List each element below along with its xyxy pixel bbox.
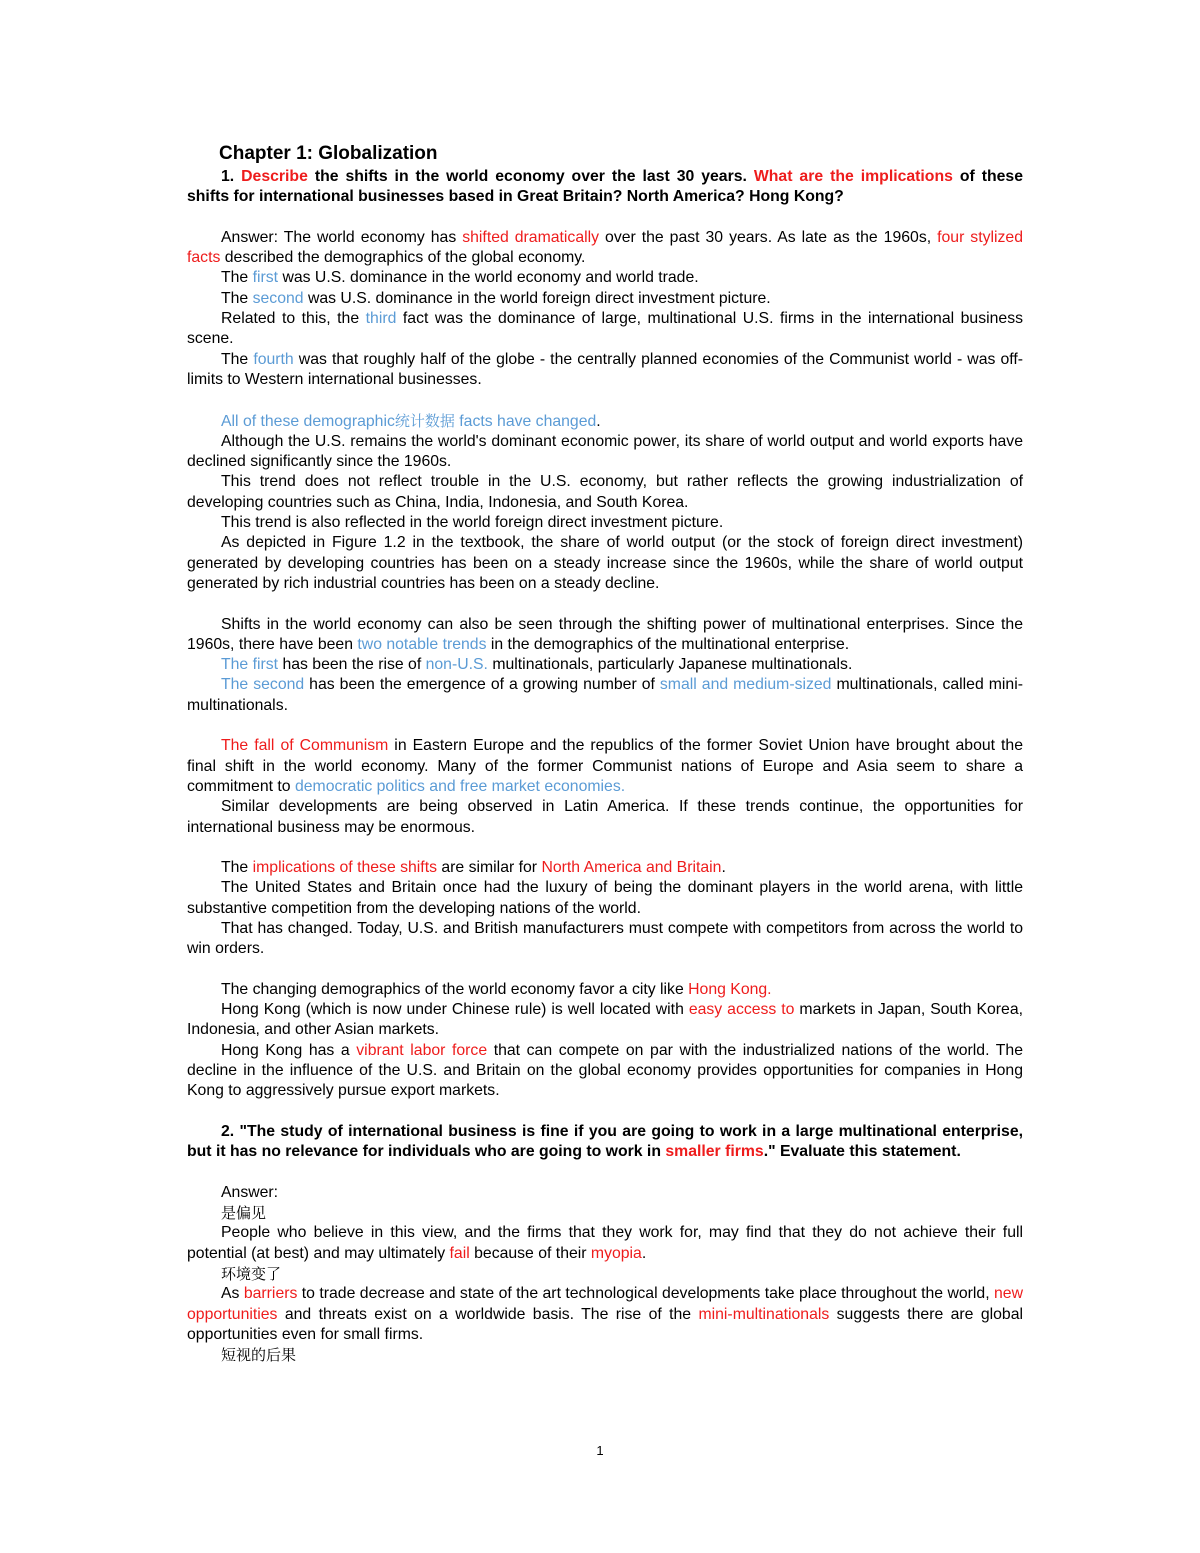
text-run: was U.S. dominance in the world foreign direct investment picture. bbox=[303, 289, 771, 307]
question-2 bbox=[187, 1122, 1023, 1163]
answer-paragraph bbox=[187, 858, 1023, 878]
answer-paragraph bbox=[187, 289, 1023, 309]
text-run: are similar for bbox=[437, 859, 542, 877]
question-text: ." Evaluate this statement. bbox=[763, 1143, 961, 1161]
highlight-blue: The second bbox=[221, 676, 305, 694]
page-content bbox=[187, 142, 1023, 1366]
answer-paragraph bbox=[187, 350, 1023, 391]
highlight-blue: small and medium-sized bbox=[659, 676, 832, 694]
highlight-red: easy access to bbox=[688, 1001, 795, 1019]
text-run: was that roughly half of the globe - the centrally planned economies of the Communist world - was off-limits to Western international businesses. bbox=[187, 350, 1024, 388]
page-number: 1 bbox=[596, 1443, 604, 1458]
text-run: The changing demographics of the world economy favor a city like bbox=[221, 980, 689, 998]
text-run: . bbox=[596, 412, 601, 430]
highlight-blue: two notable trends bbox=[357, 635, 487, 653]
text-run: has been the rise of bbox=[278, 656, 426, 674]
text-run: and threats exist on a worldwide basis. The rise of the bbox=[277, 1305, 699, 1323]
question-text: 2. "The study of international business is fine if you are going to work in a large multinational enterprise, but it has no relevance for individuals who are going to work in bbox=[187, 1122, 1023, 1161]
highlight-red: shifted dramatically bbox=[462, 228, 600, 246]
answer-paragraph: As depicted in Figure 1.2 in the textbook, the share of world output (or the stock of foreign direct investment) generated by developing countries has been on a steady increase since the 1960s, while the share of world output generated by rich industrial countries has been on a steady decline. bbox=[187, 534, 1023, 592]
answer-paragraph: The United States and Britain once had the luxury of being the dominant players in the world arena, with little substantive competition from the developing nations of the world. bbox=[187, 879, 1023, 917]
text-run: was U.S. dominance in the world economy and world trade. bbox=[278, 269, 699, 287]
highlight-red: myopia bbox=[590, 1244, 642, 1262]
highlight-blue: fourth bbox=[253, 350, 294, 368]
answer-paragraph bbox=[187, 1000, 1023, 1041]
answer-paragraph: That has changed. Today, U.S. and British manufacturers must compete with competitors from across the world to win orders. bbox=[187, 919, 1023, 958]
answer-paragraph bbox=[187, 736, 1023, 797]
highlight-blue: All of these demographic bbox=[221, 412, 395, 430]
highlight-blue: first bbox=[252, 269, 279, 287]
text-run: suggests there are global opportunities even for small firms. bbox=[187, 1305, 1023, 1343]
question-number: 1. bbox=[221, 168, 242, 185]
text-run: The bbox=[221, 350, 254, 368]
question-text: the shifts in the world economy over the last 30 years. bbox=[307, 168, 754, 185]
highlight-red: smaller firms bbox=[665, 1143, 764, 1161]
text-run: in the demographics of the multinational enterprise. bbox=[486, 635, 850, 653]
answer-label: Answer: bbox=[221, 1183, 279, 1201]
chinese-note: 环境变了 bbox=[221, 1265, 282, 1284]
text-run: The bbox=[221, 269, 253, 287]
answer-paragraph bbox=[187, 309, 1023, 350]
text-run: described the demographics of the global economy. bbox=[220, 249, 586, 267]
highlight-red: What are the implications bbox=[753, 168, 953, 185]
highlight-red: four stylized facts bbox=[187, 228, 1023, 267]
text-run: to trade decrease and state of the art technological developments take place throughout the world, bbox=[297, 1285, 995, 1303]
text-run: People who believe in this view, and the firms that they work for, may find that they do not achieve their full potential (at best) and may ultimately bbox=[187, 1224, 1023, 1262]
highlight-red: barriers bbox=[243, 1285, 298, 1303]
text-run: fact was the dominance of large, multinational U.S. firms in the international business scene. bbox=[187, 310, 1023, 348]
highlight-blue: third bbox=[365, 310, 397, 328]
highlight-blue: facts have changed bbox=[454, 412, 597, 430]
highlight-red: fail bbox=[449, 1244, 470, 1262]
text-run: . bbox=[641, 1244, 647, 1262]
text-run: Related to this, the bbox=[221, 310, 366, 328]
highlight-red: vibrant labor force bbox=[356, 1041, 488, 1059]
answer-paragraph: This trend does not reflect trouble in the U.S. economy, but rather reflects the growing industrialization of developing countries such as China, India, Indonesia, and South Korea. bbox=[187, 473, 1023, 511]
highlight-blue: second bbox=[252, 289, 304, 307]
answer-paragraph: This trend is also reflected in the world foreign direct investment picture. bbox=[221, 514, 724, 532]
text-run: over the past 30 years. As late as the 1960s, bbox=[599, 228, 938, 246]
highlight-blue: democratic politics and free market economies. bbox=[294, 777, 626, 795]
question-text: of these shifts for international businesses based in Great Britain? North America? Hong Kong? bbox=[187, 168, 1023, 206]
text-run: Answer: The world economy has bbox=[221, 228, 463, 246]
text-run: has been the emergence of a growing number of bbox=[304, 676, 660, 694]
answer-paragraph: Although the U.S. remains the world's dominant economic power, its share of world output and world exports have declined significantly since the 1960s. bbox=[187, 432, 1023, 471]
highlight-red: Describe bbox=[241, 168, 308, 185]
chinese-note: 短视的后果 bbox=[221, 1346, 297, 1365]
text-run: multinationals, particularly Japanese multinationals. bbox=[487, 656, 853, 674]
text-run: that can compete on par with the industrialized nations of the world. The decline in the influence of the U.S. and Britain on the global economy provides opportunities for companies in Hong Kong to aggressively pursue export markets. bbox=[187, 1041, 1024, 1100]
answer-paragraph bbox=[187, 1041, 1023, 1102]
answer-paragraph bbox=[187, 1284, 1023, 1345]
answer-paragraph bbox=[187, 675, 1023, 716]
answer-paragraph bbox=[187, 1223, 1023, 1264]
text-run: . bbox=[721, 859, 726, 877]
chinese-note: 是偏见 bbox=[221, 1204, 267, 1223]
text-run: The bbox=[221, 289, 253, 307]
answer-paragraph bbox=[187, 655, 1023, 675]
text-run: markets in Japan, South Korea, Indonesia, and other Asian markets. bbox=[187, 1001, 1023, 1039]
answer-paragraph: Similar developments are being observed in Latin America. If these trends continue, the opportunities for international business may be enormous. bbox=[187, 798, 1023, 836]
text-run: because of their bbox=[469, 1244, 591, 1262]
text-run: As bbox=[221, 1285, 244, 1303]
highlight-red: mini-multinationals bbox=[698, 1305, 830, 1323]
text-run: The bbox=[221, 859, 253, 877]
answer-paragraph bbox=[187, 980, 1023, 1000]
highlight-blue: non-U.S. bbox=[425, 656, 488, 674]
text-run: Hong Kong (which is now under Chinese rule) is well located with bbox=[221, 1001, 689, 1019]
answer-paragraph bbox=[187, 411, 1023, 432]
answer-paragraph bbox=[187, 228, 1023, 269]
highlight-blue: The first bbox=[221, 656, 279, 674]
text-run: Shifts in the world economy can also be seen through the shifting power of multinational enterprises. Since the 1960s, there have been bbox=[187, 615, 1023, 653]
question-1 bbox=[187, 167, 1023, 208]
highlight-red: The fall of Communism bbox=[221, 737, 389, 755]
text-run: multinationals, called mini-multinationals. bbox=[187, 676, 1023, 714]
highlight-red: implications of these shifts bbox=[252, 859, 437, 877]
text-run: in Eastern Europe and the republics of the former Soviet Union have brought about the final shift in the world economy. Many of the former Communist nations of Europe and Asia seem to share a commitment to bbox=[187, 737, 1024, 795]
highlight-red: new opportunities bbox=[187, 1285, 1023, 1323]
chapter-title: Chapter 1: Globalization bbox=[219, 143, 438, 164]
chinese-annotation: 统计数据 bbox=[394, 411, 455, 430]
answer-paragraph bbox=[187, 268, 1023, 288]
highlight-red: North America and Britain bbox=[541, 859, 722, 877]
highlight-red: Hong Kong. bbox=[688, 980, 772, 998]
text-run: Hong Kong has a bbox=[221, 1041, 357, 1059]
answer-paragraph bbox=[187, 615, 1023, 656]
